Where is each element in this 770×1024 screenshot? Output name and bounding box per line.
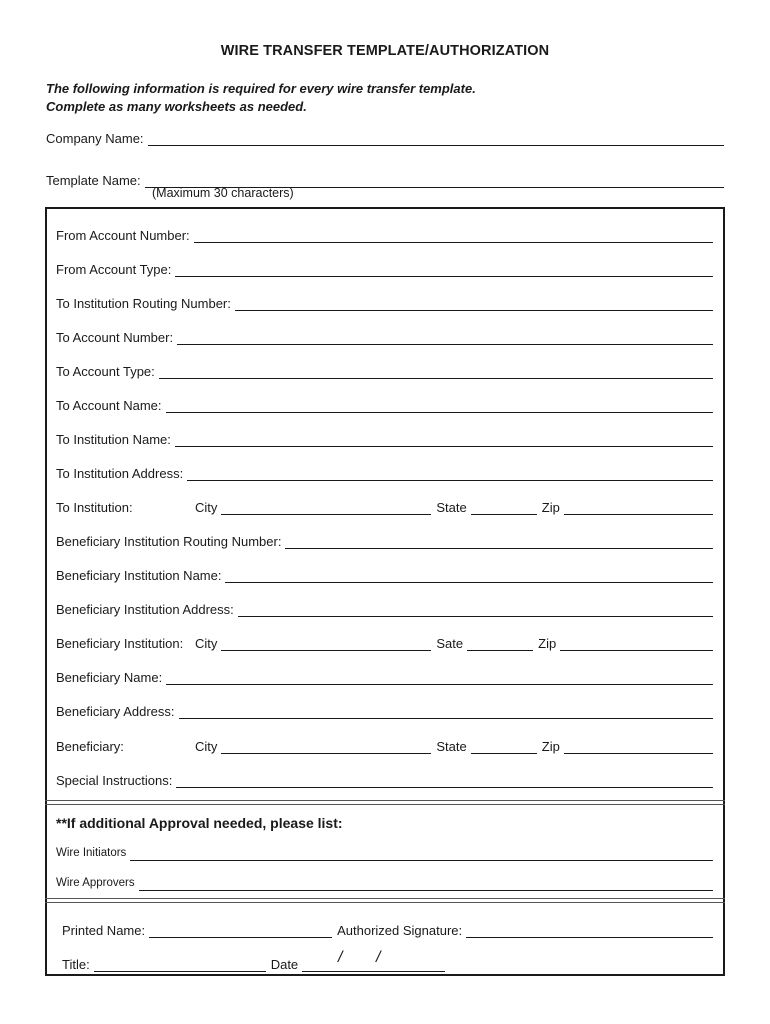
beneficiary-institution-state-field[interactable] xyxy=(467,636,533,651)
authorized-signature-label: Authorized Signature: xyxy=(337,923,463,938)
beneficiary-institution-address-field[interactable] xyxy=(238,602,713,617)
field-label: Beneficiary Address: xyxy=(56,704,175,719)
field-label: To Account Number: xyxy=(56,330,174,345)
beneficiary-name-field[interactable] xyxy=(166,670,713,685)
wire-approvers-row xyxy=(56,873,713,891)
from-account-type-field[interactable] xyxy=(175,262,713,277)
field-label: Beneficiary Institution Name: xyxy=(56,568,222,583)
field-row xyxy=(56,259,713,277)
to-account-name-field[interactable] xyxy=(166,398,714,413)
city-label: City xyxy=(195,636,218,651)
field-row xyxy=(56,701,713,719)
to-institution-name-field[interactable] xyxy=(175,432,713,447)
wire-initiators-field[interactable] xyxy=(130,846,713,861)
title-label: Title: xyxy=(62,957,90,972)
wire-initiators-row xyxy=(56,843,713,861)
approval-heading: **If additional Approval needed, please list: xyxy=(56,815,343,831)
to-account-type-field[interactable] xyxy=(159,364,713,379)
city-label: City xyxy=(195,500,218,515)
to-account-number-field[interactable] xyxy=(177,330,713,345)
wire-initiators-label: Wire Initiators xyxy=(56,847,127,859)
intro-line-1: The following information is required for every wire transfer template. xyxy=(46,81,476,96)
beneficiary-city-field[interactable] xyxy=(221,739,431,754)
field-row xyxy=(56,395,713,413)
field-row xyxy=(56,327,713,345)
field-label: Beneficiary Name: xyxy=(56,670,163,685)
template-name-row xyxy=(46,170,724,188)
field-row xyxy=(56,429,713,447)
special-instructions-field[interactable] xyxy=(176,773,713,788)
beneficiary-institution-city-field[interactable] xyxy=(221,636,431,651)
wire-approvers-field[interactable] xyxy=(139,876,713,891)
beneficiary-institution-zip-field[interactable] xyxy=(560,636,713,651)
to-institution-zip-field[interactable] xyxy=(564,500,713,515)
field-row xyxy=(56,667,713,685)
company-name-row xyxy=(46,128,724,146)
title-date-row xyxy=(62,954,445,972)
wire-approvers-label: Wire Approvers xyxy=(56,877,135,889)
section-divider xyxy=(45,800,725,805)
beneficiary-institution-routing-field[interactable] xyxy=(285,534,713,549)
to-institution-state-field[interactable] xyxy=(471,500,537,515)
state-label: Sate xyxy=(436,636,464,651)
intro-line-2: Complete as many worksheets as needed. xyxy=(46,99,307,114)
field-row xyxy=(56,565,713,583)
beneficiary-institution-location-row xyxy=(56,633,713,651)
section-divider xyxy=(45,898,725,903)
to-institution-routing-field[interactable] xyxy=(235,296,713,311)
zip-label: Zip xyxy=(538,636,557,651)
beneficiary-address-field[interactable] xyxy=(179,704,713,719)
field-label: Beneficiary Institution Address: xyxy=(56,602,234,617)
beneficiary-state-field[interactable] xyxy=(471,739,537,754)
field-row xyxy=(56,463,713,481)
printed-name-row xyxy=(62,920,713,938)
field-label: To Account Name: xyxy=(56,398,162,413)
to-institution-city-field[interactable] xyxy=(221,500,431,515)
from-account-number-field[interactable] xyxy=(194,228,713,243)
printed-name-label: Printed Name: xyxy=(62,923,146,938)
to-institution-location-row xyxy=(56,497,713,515)
date-label: Date xyxy=(270,957,299,972)
form-title: WIRE TRANSFER TEMPLATE/AUTHORIZATION xyxy=(220,43,550,59)
field-label: Beneficiary Institution Routing Number: xyxy=(56,534,282,549)
field-label: To Institution Routing Number: xyxy=(56,296,231,311)
zip-label: Zip xyxy=(541,739,560,754)
field-row xyxy=(56,531,713,549)
state-label: State xyxy=(436,739,467,754)
date-separator: / xyxy=(376,949,381,966)
field-row xyxy=(56,361,713,379)
company-name-field[interactable] xyxy=(148,131,724,146)
city-label: City xyxy=(195,739,218,754)
field-label: From Account Number: xyxy=(56,228,190,243)
field-label: To Institution Name: xyxy=(56,432,171,447)
template-name-note: (Maximum 30 characters) xyxy=(152,186,294,200)
printed-name-field[interactable] xyxy=(149,923,332,938)
beneficiary-institution-label: Beneficiary Institution: xyxy=(56,636,184,651)
beneficiary-location-row xyxy=(56,736,713,754)
field-label: To Account Type: xyxy=(56,364,155,379)
field-row xyxy=(56,225,713,243)
to-institution-label: To Institution: xyxy=(56,500,133,515)
zip-label: Zip xyxy=(541,500,560,515)
date-separator: / xyxy=(338,949,343,966)
field-row xyxy=(56,599,713,617)
beneficiary-label: Beneficiary: xyxy=(56,739,124,754)
field-row xyxy=(56,293,713,311)
field-label: From Account Type: xyxy=(56,262,172,277)
date-field[interactable] xyxy=(302,957,445,972)
field-label: To Institution Address: xyxy=(56,466,184,481)
authorized-signature-field[interactable] xyxy=(466,923,713,938)
company-name-label: Company Name: xyxy=(46,131,144,146)
title-field[interactable] xyxy=(94,957,266,972)
field-label: Special Instructions: xyxy=(56,773,173,788)
template-name-label: Template Name: xyxy=(46,173,141,188)
beneficiary-institution-name-field[interactable] xyxy=(225,568,713,583)
to-institution-address-field[interactable] xyxy=(187,466,713,481)
state-label: State xyxy=(436,500,467,515)
beneficiary-zip-field[interactable] xyxy=(564,739,713,754)
field-row xyxy=(56,770,713,788)
